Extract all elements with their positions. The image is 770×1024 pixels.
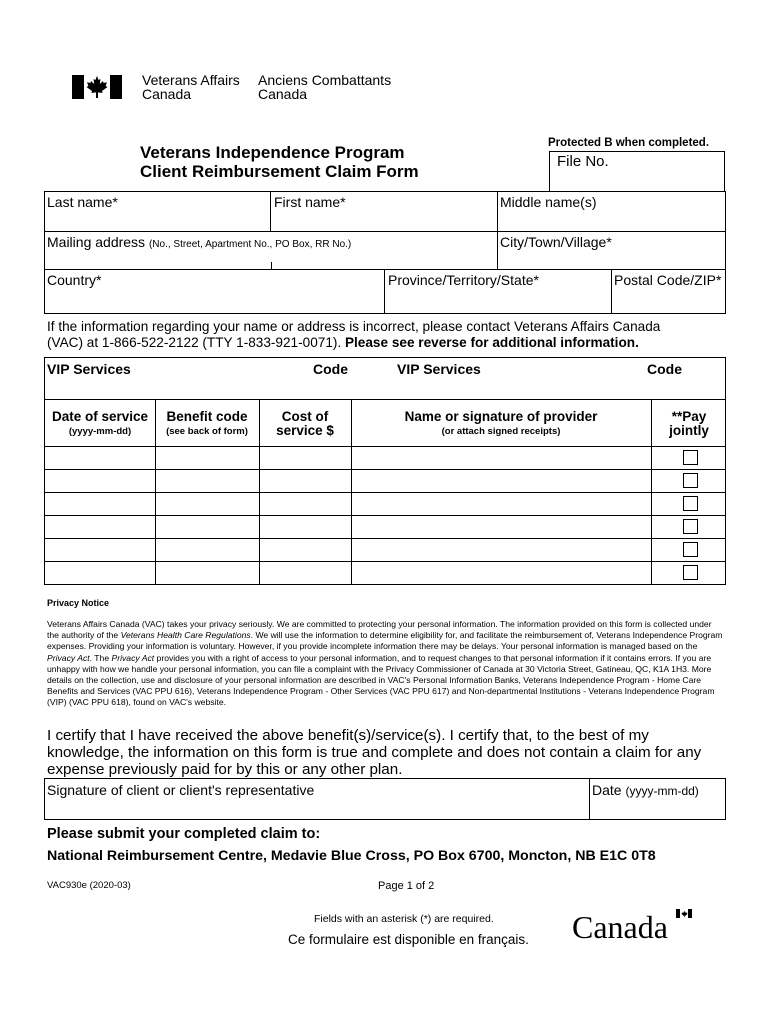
submit-heading: Please submit your completed claim to: — [47, 826, 321, 842]
pay-jointly-checkbox[interactable] — [683, 542, 698, 557]
pay-jointly-checkbox[interactable] — [683, 450, 698, 465]
table-row — [44, 539, 726, 562]
privacy-text-3: . The — [89, 652, 112, 663]
dept-name-en-1: Veterans Affairs — [142, 72, 240, 88]
contact-info-notice — [47, 319, 660, 351]
col-provider-label: Name or signature of provider — [404, 409, 598, 424]
col-cost-line1: Cost of — [281, 409, 329, 424]
privacy-notice-title: Privacy Notice — [47, 598, 110, 608]
city-field[interactable]: City/Town/Village* — [500, 234, 612, 250]
cost-cell[interactable] — [260, 516, 351, 538]
certify-line3: expense previously paid for by this or any other plan. — [47, 761, 403, 778]
claim-table-header — [44, 399, 726, 447]
form-title-line1: Veterans Independence Program — [140, 143, 405, 162]
privacy-italic-1: Veterans Health Care Regulations — [120, 630, 251, 641]
benefit-code-cell[interactable] — [156, 447, 259, 469]
privacy-text-1: Veterans Affairs Canada (VAC) takes your privacy seriously. We are committed to protecting your personal information. The information provided on this form is collected under the authority of the — [47, 619, 712, 641]
cost-cell[interactable] — [260, 470, 351, 492]
date-cell[interactable] — [46, 493, 155, 515]
date-cell[interactable] — [46, 539, 155, 561]
canada-flag-icon — [72, 75, 122, 99]
col-cost-line2: service $ — [276, 423, 334, 438]
country-field[interactable]: Country* — [47, 272, 102, 288]
french-availability-note: Ce formulaire est disponible en français. — [288, 932, 529, 947]
privacy-italic-3: Privacy Act — [111, 652, 155, 663]
provider-cell[interactable] — [352, 539, 651, 561]
province-field[interactable]: Province/Territory/State* — [388, 272, 539, 288]
certify-line1: I certify that I have received the above benefit(s)/service(s). I certify that, to the best of my — [47, 727, 649, 744]
benefit-code-cell[interactable] — [156, 516, 259, 538]
signature-date-field[interactable] — [592, 782, 699, 799]
privacy-italic-2: Privacy Act — [47, 652, 90, 663]
col-benefit-label: Benefit code — [166, 409, 248, 424]
form-title — [140, 143, 419, 181]
certification-statement — [47, 727, 701, 778]
cost-cell[interactable] — [260, 493, 351, 515]
vip-code-right-label: Code — [647, 361, 682, 377]
col-pay-line1: **Pay — [671, 409, 707, 424]
first-name-field[interactable]: First name* — [274, 194, 346, 210]
middle-names-field[interactable]: Middle name(s) — [500, 194, 597, 210]
last-name-field[interactable]: Last name* — [47, 194, 118, 210]
cost-cell[interactable] — [260, 562, 351, 584]
page-number: Page 1 of 2 — [378, 880, 435, 892]
pay-jointly-checkbox[interactable] — [683, 565, 698, 580]
privacy-notice-body — [47, 619, 723, 709]
pay-jointly-checkbox[interactable] — [683, 496, 698, 511]
col-pay-line2: jointly — [669, 423, 709, 438]
mailing-address-label: Mailing address — [47, 234, 146, 250]
col-provider-hint: (or attach signed receipts) — [441, 426, 561, 437]
table-row — [44, 447, 726, 470]
provider-cell[interactable] — [352, 562, 651, 584]
table-row — [44, 493, 726, 516]
see-reverse-note: Please see reverse for additional information. — [344, 335, 639, 350]
vip-services-right-label: VIP Services — [397, 361, 481, 377]
pay-jointly-checkbox[interactable] — [683, 519, 698, 534]
provider-cell[interactable] — [352, 447, 651, 469]
date-cell[interactable] — [46, 447, 155, 469]
pay-jointly-checkbox[interactable] — [683, 473, 698, 488]
date-cell[interactable] — [46, 470, 155, 492]
vip-services-box — [44, 357, 726, 400]
signature-date-label: Date — [592, 782, 622, 798]
signature-date-hint: (yyyy-mm-dd) — [625, 784, 699, 798]
file-number-label: File No. — [557, 153, 609, 170]
col-benefit-hint: (see back of form) — [166, 426, 248, 437]
protected-b-label: Protected B when completed. — [548, 137, 710, 149]
privacy-text-4: provides you with a right of access to your personal information, and to request changes to that personal information if it contains errors. If you are unhappy with how we handle your personal information, you can file a complaint with the Privacy Commissioner of Canada at 30 Victoria Street, Gatineau, QC, K1A 1H3. More details on the collection, use and disclosure of your personal information are described in VAC's Personal Information Banks, Veterans Independence Program - Home Care Benefits and Services (VAC PPU 616), Veterans Independence Program - Other Services (VAC PPU 617) and Non-departmental Institutions - Veterans Independence Program (VIP) (VAC PPU 618), found on VAC's website. — [47, 652, 715, 708]
form-title-line2: Client Reimbursement Claim Form — [140, 162, 419, 181]
date-cell[interactable] — [46, 562, 155, 584]
table-row — [44, 470, 726, 493]
date-cell[interactable] — [46, 516, 155, 538]
signature-field[interactable]: Signature of client or client's representative — [47, 782, 315, 798]
canada-wordmark — [572, 908, 702, 950]
certify-line2: knowledge, the information on this form is true and complete and does not contain a claim for any — [47, 744, 702, 761]
cost-cell[interactable] — [260, 539, 351, 561]
table-row — [44, 516, 726, 539]
col-pay-jointly — [651, 410, 727, 438]
table-row — [44, 562, 726, 585]
form-code: VAC930e (2020-03) — [47, 880, 131, 891]
dept-name-fr-1: Anciens Combattants — [258, 72, 392, 88]
vip-services-left-label: VIP Services — [47, 361, 131, 377]
col-date-of-service — [45, 410, 155, 439]
col-cost-of-service — [259, 410, 351, 438]
file-number-field[interactable] — [549, 151, 725, 192]
mailing-address-field[interactable] — [47, 234, 351, 253]
provider-cell[interactable] — [352, 470, 651, 492]
col-date-label: Date of service — [51, 409, 149, 424]
privacy-text-2: . We will use the information to determine eligibility for, and facilitate the reimbursement of, Veterans Independence Program expenses. Providing your information is voluntary. However, if you provide incomplete information there may be delays. Your personal information is managed based on the — [47, 630, 723, 652]
contact-info-phone: (VAC) at 1-866-522-2122 (TTY 1-833-921-0071). — [47, 335, 342, 350]
benefit-code-cell[interactable] — [156, 562, 259, 584]
provider-cell[interactable] — [352, 493, 651, 515]
wordmark-flag-icon — [676, 909, 692, 918]
benefit-code-cell[interactable] — [156, 470, 259, 492]
vip-code-left-label: Code — [313, 361, 348, 377]
col-date-hint: (yyyy-mm-dd) — [68, 426, 132, 437]
benefit-code-cell[interactable] — [156, 539, 259, 561]
postal-code-field[interactable]: Postal Code/ZIP* — [614, 272, 722, 288]
required-fields-note: Fields with an asterisk (*) are required. — [314, 913, 494, 925]
dept-name-en-2: Canada — [142, 86, 192, 102]
cost-cell[interactable] — [260, 447, 351, 469]
provider-cell[interactable] — [352, 516, 651, 538]
col-benefit-code — [155, 410, 259, 439]
dept-name-fr-2: Canada — [258, 86, 308, 102]
benefit-code-cell[interactable] — [156, 493, 259, 515]
mailing-address-hint: (No., Street, Apartment No., PO Box, RR No.) — [148, 239, 352, 250]
col-provider — [351, 410, 651, 439]
canada-wordmark-text: Canada — [572, 909, 668, 945]
submit-address: National Reimbursement Centre, Medavie Blue Cross, PO Box 6700, Moncton, NB E1C 0T8 — [47, 848, 656, 864]
government-signature — [72, 73, 402, 103]
contact-info-line1: If the information regarding your name or address is incorrect, please contact Veterans Affairs Canada — [47, 319, 661, 334]
